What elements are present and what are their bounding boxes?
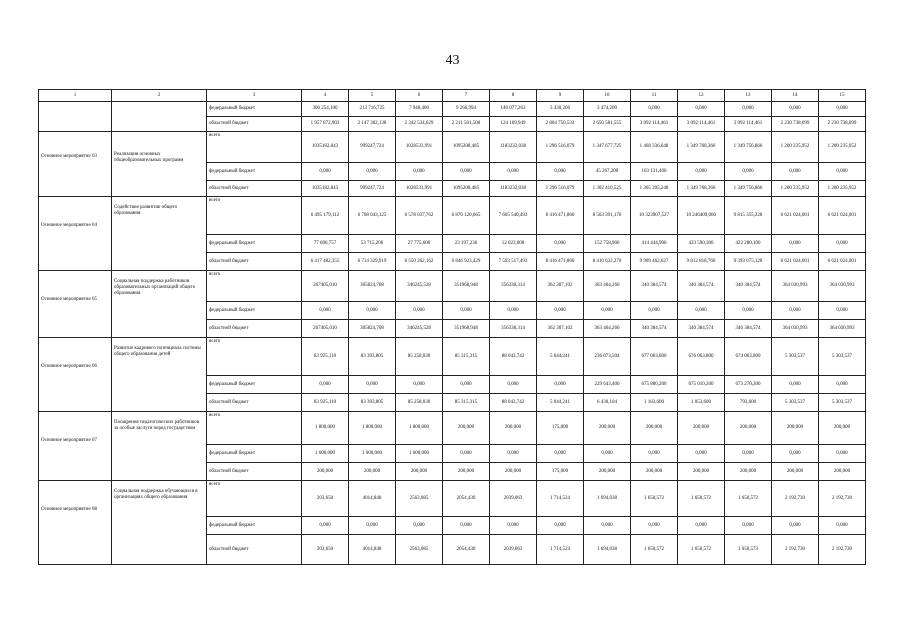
value-cell: 0,000 bbox=[631, 302, 678, 320]
value-cell: 1 694,038 bbox=[584, 481, 631, 517]
column-header: 6 bbox=[396, 90, 443, 102]
value-cell: 9 815 355,228 bbox=[725, 197, 772, 235]
value-cell: 0,000 bbox=[819, 102, 866, 117]
value-cell: 2 147 382,138 bbox=[349, 117, 396, 132]
value-cell: 0,000 bbox=[490, 163, 537, 181]
value-cell: 340 384,574 bbox=[678, 320, 725, 338]
value-cell: 1 650,572 bbox=[631, 535, 678, 565]
value-cell: 0,000 bbox=[772, 445, 819, 463]
value-cell: 2 211 501,500 bbox=[443, 117, 490, 132]
value-cell: 88 043,742 bbox=[490, 338, 537, 376]
value-cell: 200,000 bbox=[349, 463, 396, 481]
value-cell: 85 258,030 bbox=[396, 394, 443, 412]
value-cell: 2 192,730 bbox=[819, 535, 866, 565]
value-cell: 0,000 bbox=[725, 517, 772, 535]
value-cell: 0,000 bbox=[584, 302, 631, 320]
empty-cell bbox=[112, 102, 207, 132]
value-cell: 200,000 bbox=[772, 463, 819, 481]
value-cell: 346245,528 bbox=[396, 271, 443, 302]
value-cell: 1 302 410,525 bbox=[584, 181, 631, 197]
value-cell: 200,000 bbox=[725, 412, 772, 445]
value-cell: 200,000 bbox=[819, 412, 866, 445]
value-cell: 1 600,000 bbox=[396, 445, 443, 463]
value-cell: 140 077,263 bbox=[490, 102, 537, 117]
value-cell: 2563,085 bbox=[396, 481, 443, 517]
budget-type: всего bbox=[207, 481, 302, 517]
column-header: 9 bbox=[537, 90, 584, 102]
column-header: 14 bbox=[772, 90, 819, 102]
value-cell: 45 267,200 bbox=[584, 163, 631, 181]
value-cell: 0,000 bbox=[302, 302, 349, 320]
value-cell: 23 197,236 bbox=[443, 235, 490, 253]
value-cell: 6 430,104 bbox=[584, 394, 631, 412]
value-cell: 0,000 bbox=[396, 163, 443, 181]
value-cell: 1035182,843 bbox=[302, 181, 349, 197]
value-cell: 999247,724 bbox=[349, 132, 396, 163]
value-cell: 1 800,000 bbox=[349, 412, 396, 445]
page-number: 43 bbox=[445, 53, 460, 68]
value-cell: 1 200 235,952 bbox=[772, 181, 819, 197]
value-cell: 433 590,300 bbox=[678, 235, 725, 253]
value-cell: 1035182,843 bbox=[302, 132, 349, 163]
value-cell: 0,000 bbox=[396, 376, 443, 394]
value-cell: 1 200 235,952 bbox=[819, 132, 866, 163]
value-cell: 0,000 bbox=[678, 163, 725, 181]
value-cell: 12 023,000 bbox=[490, 235, 537, 253]
value-cell: 0,000 bbox=[678, 302, 725, 320]
value-cell: 200,000 bbox=[631, 463, 678, 481]
value-cell: 27 775,600 bbox=[396, 235, 443, 253]
value-cell: 0,000 bbox=[772, 235, 819, 253]
measure-name: Развитие кадрового потенциала системы общего образования детей bbox=[112, 338, 207, 412]
value-cell: 0,000 bbox=[678, 102, 725, 117]
value-cell: 2054,430 bbox=[443, 481, 490, 517]
value-cell: 1 296 516,079 bbox=[537, 181, 584, 197]
table-row bbox=[39, 132, 866, 163]
value-cell: 8 416 471,860 bbox=[537, 253, 584, 271]
value-cell: 83 925,110 bbox=[302, 394, 349, 412]
value-cell: 6 621 024,001 bbox=[819, 197, 866, 235]
value-cell: 4014,848 bbox=[349, 481, 396, 517]
value-cell: 2 192,730 bbox=[819, 481, 866, 517]
value-cell: 83 393,805 bbox=[349, 394, 396, 412]
budget-type: областной бюджет bbox=[207, 253, 302, 271]
value-cell: 103 131,400 bbox=[631, 163, 678, 181]
value-cell: 6 550 262,162 bbox=[396, 253, 443, 271]
header-row bbox=[39, 90, 866, 102]
value-cell: 83 393,805 bbox=[349, 338, 396, 376]
value-cell: 1 053,600 bbox=[678, 394, 725, 412]
budget-type: всего bbox=[207, 197, 302, 235]
budget-type: всего bbox=[207, 271, 302, 302]
budget-type: федеральный бюджет bbox=[207, 302, 302, 320]
value-cell: 6 417 482,355 bbox=[302, 253, 349, 271]
value-cell: 8 416 471,860 bbox=[537, 197, 584, 235]
value-cell: 674 063,800 bbox=[725, 338, 772, 376]
value-cell: 0,000 bbox=[537, 517, 584, 535]
value-cell: 0,000 bbox=[584, 445, 631, 463]
value-cell: 1 200 235,952 bbox=[772, 132, 819, 163]
value-cell: 0,000 bbox=[772, 302, 819, 320]
value-cell: 77 696,757 bbox=[302, 235, 349, 253]
value-cell: 200,000 bbox=[490, 412, 537, 445]
value-cell: 1095208,485 bbox=[443, 132, 490, 163]
budget-type: всего bbox=[207, 338, 302, 376]
value-cell: 351968,948 bbox=[443, 271, 490, 302]
value-cell: 6 621 024,001 bbox=[819, 253, 866, 271]
value-cell: 0,000 bbox=[537, 302, 584, 320]
value-cell: 340 384,574 bbox=[631, 271, 678, 302]
value-cell: 0,000 bbox=[725, 163, 772, 181]
value-cell: 1 468 336,648 bbox=[631, 132, 678, 163]
value-cell: 7 940,400 bbox=[396, 102, 443, 117]
value-cell: 152 758,900 bbox=[584, 235, 631, 253]
value-cell: 53 715,206 bbox=[349, 235, 396, 253]
value-cell: 0,000 bbox=[772, 517, 819, 535]
column-header: 4 bbox=[302, 90, 349, 102]
value-cell: 1028533,991 bbox=[396, 181, 443, 197]
value-cell: 677 063,800 bbox=[631, 338, 678, 376]
value-cell: 83 925,110 bbox=[302, 338, 349, 376]
value-cell: 2054,430 bbox=[443, 535, 490, 565]
value-cell: 0,000 bbox=[396, 302, 443, 320]
measure-name: Поощрение педагогических работников за особые заслуги перед государством bbox=[112, 412, 207, 481]
value-cell: 1 650,572 bbox=[678, 481, 725, 517]
value-cell: 1 800,000 bbox=[302, 412, 349, 445]
value-cell: 5 303,537 bbox=[772, 394, 819, 412]
value-cell: 9 266,994 bbox=[443, 102, 490, 117]
value-cell: 2 192,730 bbox=[772, 535, 819, 565]
column-header: 2 bbox=[112, 90, 207, 102]
value-cell: 351968,948 bbox=[443, 320, 490, 338]
column-header: 13 bbox=[725, 90, 772, 102]
value-cell: 364 030,993 bbox=[819, 271, 866, 302]
value-cell: 363 464,260 bbox=[584, 320, 631, 338]
value-cell: 0,000 bbox=[537, 445, 584, 463]
budget-type: федеральный бюджет bbox=[207, 376, 302, 394]
budget-type: областной бюджет bbox=[207, 181, 302, 197]
value-cell: 422 280,100 bbox=[725, 235, 772, 253]
value-cell: 3 474,200 bbox=[584, 102, 631, 117]
value-cell: 267405,010 bbox=[302, 271, 349, 302]
column-header: 7 bbox=[443, 90, 490, 102]
value-cell: 1 800,000 bbox=[396, 412, 443, 445]
table-row bbox=[39, 412, 866, 445]
value-cell: 0,000 bbox=[772, 376, 819, 394]
value-cell: 363 464,260 bbox=[584, 271, 631, 302]
value-cell: 356338,314 bbox=[490, 271, 537, 302]
budget-type: областной бюджет bbox=[207, 320, 302, 338]
value-cell: 340 384,574 bbox=[631, 320, 678, 338]
budget-table bbox=[38, 89, 866, 565]
value-cell: 10 323907,527 bbox=[631, 197, 678, 235]
value-cell: 2 230 738,099 bbox=[772, 117, 819, 132]
value-cell: 0,000 bbox=[819, 302, 866, 320]
value-cell: 9 812 818,760 bbox=[678, 253, 725, 271]
value-cell: 0,000 bbox=[631, 102, 678, 117]
measure-id: Основное мероприятие 08 bbox=[39, 481, 112, 565]
value-cell: 7 593 517,493 bbox=[490, 253, 537, 271]
value-cell: 175,000 bbox=[537, 463, 584, 481]
budget-type: областной бюджет bbox=[207, 117, 302, 132]
value-cell: 414 444,900 bbox=[631, 235, 678, 253]
budget-type: федеральный бюджет bbox=[207, 445, 302, 463]
value-cell: 3 092 114,461 bbox=[725, 117, 772, 132]
value-cell: 203,650 bbox=[302, 535, 349, 565]
value-cell: 362 307,102 bbox=[537, 271, 584, 302]
value-cell: 0,000 bbox=[819, 517, 866, 535]
table-row bbox=[39, 481, 866, 517]
value-cell: 356338,314 bbox=[490, 320, 537, 338]
value-cell: 0,000 bbox=[302, 163, 349, 181]
value-cell: 340 384,574 bbox=[678, 271, 725, 302]
value-cell: 124 169,949 bbox=[490, 117, 537, 132]
value-cell: 1 650,572 bbox=[631, 481, 678, 517]
value-cell: 2 804 750,533 bbox=[537, 117, 584, 132]
value-cell: 2 650 581,555 bbox=[584, 117, 631, 132]
value-cell: 0,000 bbox=[396, 517, 443, 535]
value-cell: 1 650,572 bbox=[725, 481, 772, 517]
measure-name: Реализация основных общеобразовательных программ bbox=[112, 132, 207, 197]
measure-name: Социальная поддержка работников образовательных организаций общего образования bbox=[112, 271, 207, 338]
value-cell: 340 384,574 bbox=[725, 271, 772, 302]
value-cell: 9 393 075,128 bbox=[725, 253, 772, 271]
value-cell: 0,000 bbox=[349, 517, 396, 535]
value-cell: 3 092 114,461 bbox=[631, 117, 678, 132]
value-cell: 6 714 329,919 bbox=[349, 253, 396, 271]
value-cell: 1 349 756,866 bbox=[725, 132, 772, 163]
budget-type: областной бюджет bbox=[207, 394, 302, 412]
budget-type: областной бюджет bbox=[207, 535, 302, 565]
value-cell: 0,000 bbox=[819, 163, 866, 181]
value-cell: 364 030,993 bbox=[772, 271, 819, 302]
budget-type: федеральный бюджет bbox=[207, 163, 302, 181]
value-cell: 364 030,993 bbox=[772, 320, 819, 338]
value-cell: 1 349 768,366 bbox=[678, 181, 725, 197]
value-cell: 203,650 bbox=[302, 481, 349, 517]
value-cell: 675 880,200 bbox=[631, 376, 678, 394]
value-cell: 1 714,524 bbox=[537, 535, 584, 565]
value-cell: 3 092 114,461 bbox=[678, 117, 725, 132]
table-row bbox=[39, 197, 866, 235]
value-cell: 5 303,537 bbox=[819, 394, 866, 412]
value-cell: 200,000 bbox=[490, 463, 537, 481]
value-cell: 85 315,315 bbox=[443, 394, 490, 412]
value-cell: 200,000 bbox=[631, 412, 678, 445]
budget-type: федеральный бюджет bbox=[207, 235, 302, 253]
value-cell: 0,000 bbox=[631, 445, 678, 463]
value-cell: 0,000 bbox=[349, 376, 396, 394]
value-cell: 6 495 179,112 bbox=[302, 197, 349, 235]
value-cell: 999247,724 bbox=[349, 181, 396, 197]
budget-type: федеральный бюджет bbox=[207, 102, 302, 117]
value-cell: 2 342 534,629 bbox=[396, 117, 443, 132]
column-header: 5 bbox=[349, 90, 396, 102]
value-cell: 1183232,038 bbox=[490, 181, 537, 197]
table-row bbox=[39, 102, 866, 117]
value-cell: 0,000 bbox=[490, 445, 537, 463]
value-cell: 6 621 024,001 bbox=[772, 253, 819, 271]
column-header: 12 bbox=[678, 90, 725, 102]
value-cell: 200,000 bbox=[584, 463, 631, 481]
value-cell: 1 365 205,248 bbox=[631, 181, 678, 197]
value-cell: 0,000 bbox=[678, 445, 725, 463]
measure-name: Содействие развитию общего образования bbox=[112, 197, 207, 271]
budget-type: федеральный бюджет bbox=[207, 517, 302, 535]
value-cell: 85 315,315 bbox=[443, 338, 490, 376]
value-cell: 6 578 037,762 bbox=[396, 197, 443, 235]
column-header: 11 bbox=[631, 90, 678, 102]
value-cell: 0,000 bbox=[725, 445, 772, 463]
value-cell: 200,000 bbox=[725, 463, 772, 481]
value-cell: 1 349 768,366 bbox=[678, 132, 725, 163]
value-cell: 2 192,730 bbox=[772, 481, 819, 517]
value-cell: 0,000 bbox=[772, 102, 819, 117]
value-cell: 0,000 bbox=[631, 517, 678, 535]
value-cell: 0,000 bbox=[349, 302, 396, 320]
value-cell: 0,000 bbox=[443, 302, 490, 320]
value-cell: 10 246409,060 bbox=[678, 197, 725, 235]
value-cell: 3 430,266 bbox=[537, 102, 584, 117]
value-cell: 267405,010 bbox=[302, 320, 349, 338]
value-cell: 364 030,993 bbox=[819, 320, 866, 338]
value-cell: 0,000 bbox=[443, 163, 490, 181]
value-cell: 0,000 bbox=[443, 376, 490, 394]
value-cell: 0,000 bbox=[537, 376, 584, 394]
value-cell: 7 605 540,493 bbox=[490, 197, 537, 235]
value-cell: 1095208,485 bbox=[443, 181, 490, 197]
value-cell: 346245,528 bbox=[396, 320, 443, 338]
table-row bbox=[39, 338, 866, 376]
table-row bbox=[39, 271, 866, 302]
value-cell: 0,000 bbox=[443, 445, 490, 463]
value-cell: 306 254,100 bbox=[302, 102, 349, 117]
value-cell: 1 349 756,866 bbox=[725, 181, 772, 197]
value-cell: 1 296 516,079 bbox=[537, 132, 584, 163]
value-cell: 200,000 bbox=[772, 412, 819, 445]
measure-id: Основное мероприятие 07 bbox=[39, 412, 112, 481]
budget-type: областной бюджет bbox=[207, 463, 302, 481]
value-cell: 236 073,504 bbox=[584, 338, 631, 376]
value-cell: 200,000 bbox=[584, 412, 631, 445]
value-cell: 213 716,725 bbox=[349, 102, 396, 117]
value-cell: 1 600,000 bbox=[302, 445, 349, 463]
column-header: 8 bbox=[490, 90, 537, 102]
value-cell: 0,000 bbox=[584, 517, 631, 535]
value-cell: 200,000 bbox=[443, 463, 490, 481]
value-cell: 1 650,572 bbox=[678, 535, 725, 565]
value-cell: 200,000 bbox=[302, 463, 349, 481]
value-cell: 0,000 bbox=[302, 517, 349, 535]
measure-id: Основное мероприятие 03 bbox=[39, 132, 112, 197]
value-cell: 200,000 bbox=[678, 412, 725, 445]
value-cell: 0,000 bbox=[302, 376, 349, 394]
value-cell: 675 010,200 bbox=[678, 376, 725, 394]
value-cell: 175,000 bbox=[537, 412, 584, 445]
value-cell: 0,000 bbox=[490, 302, 537, 320]
value-cell: 1 600,000 bbox=[349, 445, 396, 463]
value-cell: 1 347 677,725 bbox=[584, 132, 631, 163]
value-cell: 0,000 bbox=[819, 445, 866, 463]
value-cell: 5 044,241 bbox=[537, 394, 584, 412]
value-cell: 0,000 bbox=[537, 163, 584, 181]
value-cell: 2039,063 bbox=[490, 535, 537, 565]
value-cell: 0,000 bbox=[678, 517, 725, 535]
value-cell: 0,000 bbox=[772, 163, 819, 181]
value-cell: 9 909 462,627 bbox=[631, 253, 678, 271]
value-cell: 4014,848 bbox=[349, 535, 396, 565]
column-header: 15 bbox=[819, 90, 866, 102]
value-cell: 0,000 bbox=[490, 517, 537, 535]
value-cell: 305824,708 bbox=[349, 271, 396, 302]
value-cell: 1 650,573 bbox=[725, 535, 772, 565]
value-cell: 1 714,524 bbox=[537, 481, 584, 517]
value-cell: 200,000 bbox=[396, 463, 443, 481]
value-cell: 0,000 bbox=[819, 235, 866, 253]
value-cell: 8 410 632,270 bbox=[584, 253, 631, 271]
value-cell: 200,000 bbox=[443, 412, 490, 445]
budget-type: всего bbox=[207, 132, 302, 163]
column-header: 3 bbox=[207, 90, 302, 102]
value-cell: 0,000 bbox=[349, 163, 396, 181]
value-cell: 6 870 120,665 bbox=[443, 197, 490, 235]
value-cell: 1 694,038 bbox=[584, 535, 631, 565]
value-cell: 6 846 923,429 bbox=[443, 253, 490, 271]
value-cell: 1 200 235,952 bbox=[819, 181, 866, 197]
value-cell: 305824,708 bbox=[349, 320, 396, 338]
value-cell: 2563,085 bbox=[396, 535, 443, 565]
value-cell: 5 044,241 bbox=[537, 338, 584, 376]
empty-cell bbox=[39, 102, 112, 132]
value-cell: 0,000 bbox=[725, 302, 772, 320]
value-cell: 0,000 bbox=[819, 376, 866, 394]
measure-id: Основное мероприятие 05 bbox=[39, 271, 112, 338]
measure-id: Основное мероприятие 04 bbox=[39, 197, 112, 271]
value-cell: 6 768 043,125 bbox=[349, 197, 396, 235]
value-cell: 1183232,038 bbox=[490, 132, 537, 163]
value-cell: 200,000 bbox=[819, 463, 866, 481]
value-cell: 1 183,600 bbox=[631, 394, 678, 412]
column-header: 1 bbox=[39, 90, 112, 102]
value-cell: 676 063,800 bbox=[678, 338, 725, 376]
value-cell: 6 621 024,001 bbox=[772, 197, 819, 235]
value-cell: 673 270,200 bbox=[725, 376, 772, 394]
value-cell: 2 230 738,099 bbox=[819, 117, 866, 132]
measure-name: Социальная поддержка обучающихся в организациях общего образования bbox=[112, 481, 207, 565]
value-cell: 0,000 bbox=[490, 376, 537, 394]
value-cell: 1 957 872,903 bbox=[302, 117, 349, 132]
budget-type: всего bbox=[207, 412, 302, 445]
value-cell: 229 643,400 bbox=[584, 376, 631, 394]
value-cell: 5 303,537 bbox=[819, 338, 866, 376]
value-cell: 0,000 bbox=[725, 102, 772, 117]
value-cell: 2039,063 bbox=[490, 481, 537, 517]
value-cell: 85 258,030 bbox=[396, 338, 443, 376]
value-cell: 362 307,102 bbox=[537, 320, 584, 338]
value-cell: 8 563 391,170 bbox=[584, 197, 631, 235]
value-cell: 0,000 bbox=[537, 235, 584, 253]
value-cell: 5 303,537 bbox=[772, 338, 819, 376]
column-header: 10 bbox=[584, 90, 631, 102]
value-cell: 88 043,742 bbox=[490, 394, 537, 412]
measure-id: Основное мероприятие 06 bbox=[39, 338, 112, 412]
value-cell: 0,000 bbox=[443, 517, 490, 535]
value-cell: 340 384,574 bbox=[725, 320, 772, 338]
value-cell: 793,600 bbox=[725, 394, 772, 412]
value-cell: 1028533,991 bbox=[396, 132, 443, 163]
value-cell: 200,000 bbox=[678, 463, 725, 481]
